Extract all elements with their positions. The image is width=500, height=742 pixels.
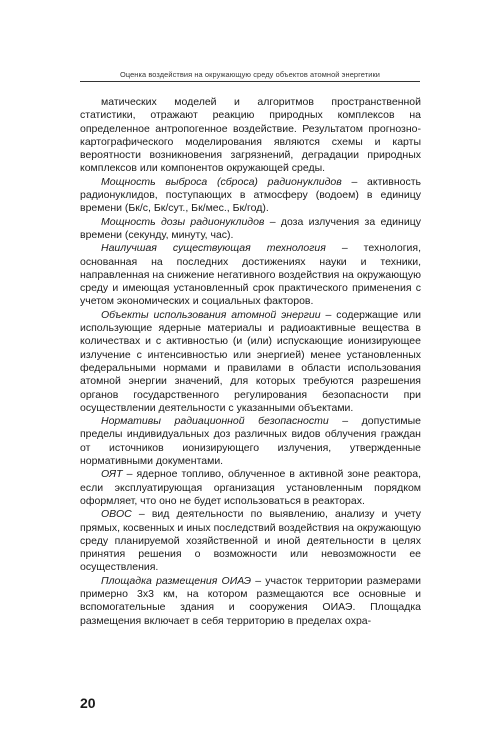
definition: – содержащие или использующие ядерные материалы и радиоактивные вещества в количествах и с активностью (и (или) испускающие ионизирующее излучение с интенсивностью или энергией) менее установленных федеральными нормами и правилами в области использования атомной энергии значений, для которых требуются разрешения органов государственного регулирования безопасности при осуществлении деятельности с указанными объектами. <box>80 308 421 414</box>
definition: – активность радионуклидов, поступающих в атмосферу (водоем) в единицу времени (Бк/с, Бк/сут., Бк/мес., Бк/год). <box>80 175 421 215</box>
definition: – допустимые пределы индивидуальных доз различных видов облучения граждан от источников ионизирующего излучения, утвержденные нормативными документами. <box>80 415 421 468</box>
paragraph-emission-power <box>80 176 421 216</box>
term: Наилучшая существующая технология <box>101 242 326 255</box>
paragraph-ovos <box>80 508 421 574</box>
paragraph-nuclear-objects <box>80 309 421 415</box>
term: Мощность выброса (сброса) радионуклидов <box>101 175 342 188</box>
paragraph-continuation <box>80 96 421 176</box>
paragraph-site <box>80 575 421 628</box>
paragraph-radiation-norms <box>80 415 421 468</box>
running-header: Оценка воздействия на окружающую среду объектов атомной энергетики <box>80 70 420 82</box>
body-text <box>80 96 421 628</box>
term: Площадка размещения ОИАЭ <box>101 574 252 587</box>
term: ОЯТ <box>101 468 123 481</box>
paragraph-oyat <box>80 468 421 508</box>
term: Объекты использования атомной энергии <box>101 308 321 321</box>
paragraph-dose-rate <box>80 216 421 243</box>
definition: матических моделей и алгоритмов пространственной статистики, отражают реакцию природных комплексов на определенное антропогенное воздействие. Результатом прогнозно-картографического моделирования являются схемы и карты вероятности возникновения загрязнений, деградации природных комплексов или компонентов окружающей среды. <box>80 96 421 175</box>
definition: – участок территории размерами примерно 3х3 км, на котором размещаются все основные и вспомогательные здания и сооружения ОИАЭ. Площадка размещения включает в себя территорию в пределах охра- <box>80 574 421 627</box>
term: ОВОС <box>101 508 132 521</box>
paragraph-best-technology <box>80 242 421 308</box>
definition: – ядерное топливо, облученное в активной зоне реактора, если эксплуатирующая организация установленным порядком оформляет, что оно не будет использоваться в реакторах. <box>80 468 421 507</box>
definition: – технология, основанная на последних достижениях науки и техники, направленная на снижение негативного воздействия на окружающую среду и имеющая установленный срок практического применения с учетом экономических и социальных факторов. <box>80 242 422 308</box>
page-number: 20 <box>80 695 96 711</box>
definition: – вид деятельности по выявлению, анализу и учету прямых, косвенных и иных последствий воздействия на окружающую среду планируемой хозяйственной и иной деятельности в целях принятия решения о возможности или невозможности ее осуществления. <box>80 508 421 574</box>
definition: – доза излучения за единицу времени (секунду, минуту, час). <box>80 215 421 241</box>
term: Нормативы радиационной безопасности <box>101 415 329 428</box>
term: Мощность дозы радионуклидов <box>101 215 265 228</box>
